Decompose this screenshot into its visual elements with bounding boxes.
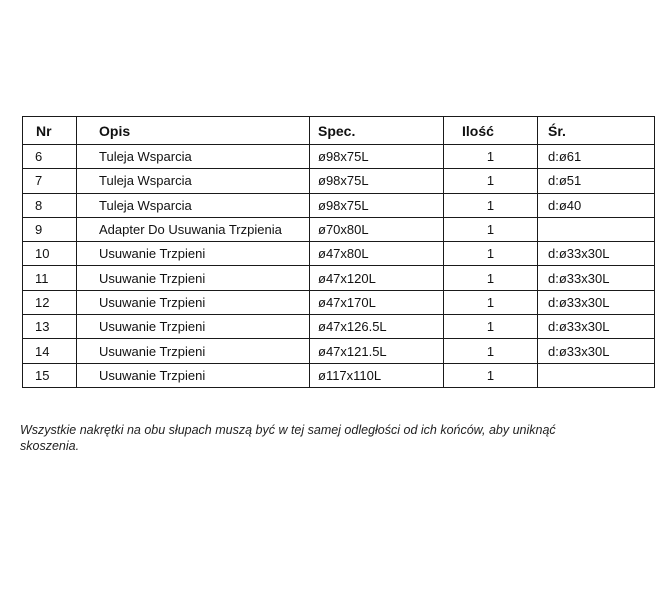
cell-ilosc: 1	[444, 290, 538, 314]
cell-nr: 8	[23, 193, 77, 217]
cell-sr: d:ø33x30L	[538, 315, 655, 339]
cell-opis: Usuwanie Trzpieni	[77, 290, 310, 314]
cell-spec: ø98x75L	[310, 145, 444, 169]
cell-spec: ø47x120L	[310, 266, 444, 290]
header-ilosc: Ilość	[444, 117, 538, 145]
header-spec: Spec.	[310, 117, 444, 145]
cell-opis: Usuwanie Trzpieni	[77, 315, 310, 339]
cell-sr	[538, 217, 655, 241]
cell-sr	[538, 363, 655, 387]
cell-spec: ø98x75L	[310, 169, 444, 193]
table-row	[23, 169, 655, 193]
footnote: Wszystkie nakrętki na obu słupach muszą być w tej samej odległości od ich końców, aby uniknąć skoszenia.	[20, 423, 556, 453]
cell-sr: d:ø51	[538, 169, 655, 193]
cell-opis: Tuleja Wsparcia	[77, 145, 310, 169]
cell-opis: Usuwanie Trzpieni	[77, 242, 310, 266]
cell-sr: d:ø40	[538, 193, 655, 217]
cell-ilosc: 1	[444, 339, 538, 363]
cell-nr: 14	[23, 339, 77, 363]
cell-nr: 15	[23, 363, 77, 387]
cell-ilosc: 1	[444, 363, 538, 387]
cell-nr: 13	[23, 315, 77, 339]
cell-opis: Tuleja Wsparcia	[77, 193, 310, 217]
table-row	[23, 315, 655, 339]
header-sr: Śr.	[538, 117, 655, 145]
cell-spec: ø47x126.5L	[310, 315, 444, 339]
table-row	[23, 217, 655, 241]
table-row	[23, 363, 655, 387]
header-opis: Opis	[77, 117, 310, 145]
cell-spec: ø47x80L	[310, 242, 444, 266]
cell-opis: Tuleja Wsparcia	[77, 169, 310, 193]
cell-nr: 9	[23, 217, 77, 241]
table-row	[23, 290, 655, 314]
cell-opis: Adapter Do Usuwania Trzpienia	[77, 217, 310, 241]
cell-opis: Usuwanie Trzpieni	[77, 266, 310, 290]
cell-sr: d:ø33x30L	[538, 242, 655, 266]
cell-nr: 6	[23, 145, 77, 169]
cell-opis: Usuwanie Trzpieni	[77, 363, 310, 387]
parts-table	[22, 116, 655, 388]
table-row	[23, 193, 655, 217]
cell-sr: d:ø33x30L	[538, 266, 655, 290]
cell-spec: ø117x110L	[310, 363, 444, 387]
cell-spec: ø70x80L	[310, 217, 444, 241]
cell-sr: d:ø33x30L	[538, 290, 655, 314]
table-row	[23, 145, 655, 169]
cell-spec: ø98x75L	[310, 193, 444, 217]
cell-sr: d:ø33x30L	[538, 339, 655, 363]
cell-ilosc: 1	[444, 169, 538, 193]
cell-nr: 7	[23, 169, 77, 193]
cell-nr: 11	[23, 266, 77, 290]
cell-opis: Usuwanie Trzpieni	[77, 339, 310, 363]
header-nr: Nr	[23, 117, 77, 145]
table-row	[23, 242, 655, 266]
cell-nr: 12	[23, 290, 77, 314]
cell-spec: ø47x121.5L	[310, 339, 444, 363]
cell-ilosc: 1	[444, 315, 538, 339]
table-header-row	[23, 117, 655, 145]
cell-ilosc: 1	[444, 266, 538, 290]
cell-ilosc: 1	[444, 217, 538, 241]
cell-nr: 10	[23, 242, 77, 266]
cell-spec: ø47x170L	[310, 290, 444, 314]
cell-ilosc: 1	[444, 242, 538, 266]
table-row	[23, 339, 655, 363]
cell-sr: d:ø61	[538, 145, 655, 169]
table-row	[23, 266, 655, 290]
cell-ilosc: 1	[444, 145, 538, 169]
cell-ilosc: 1	[444, 193, 538, 217]
